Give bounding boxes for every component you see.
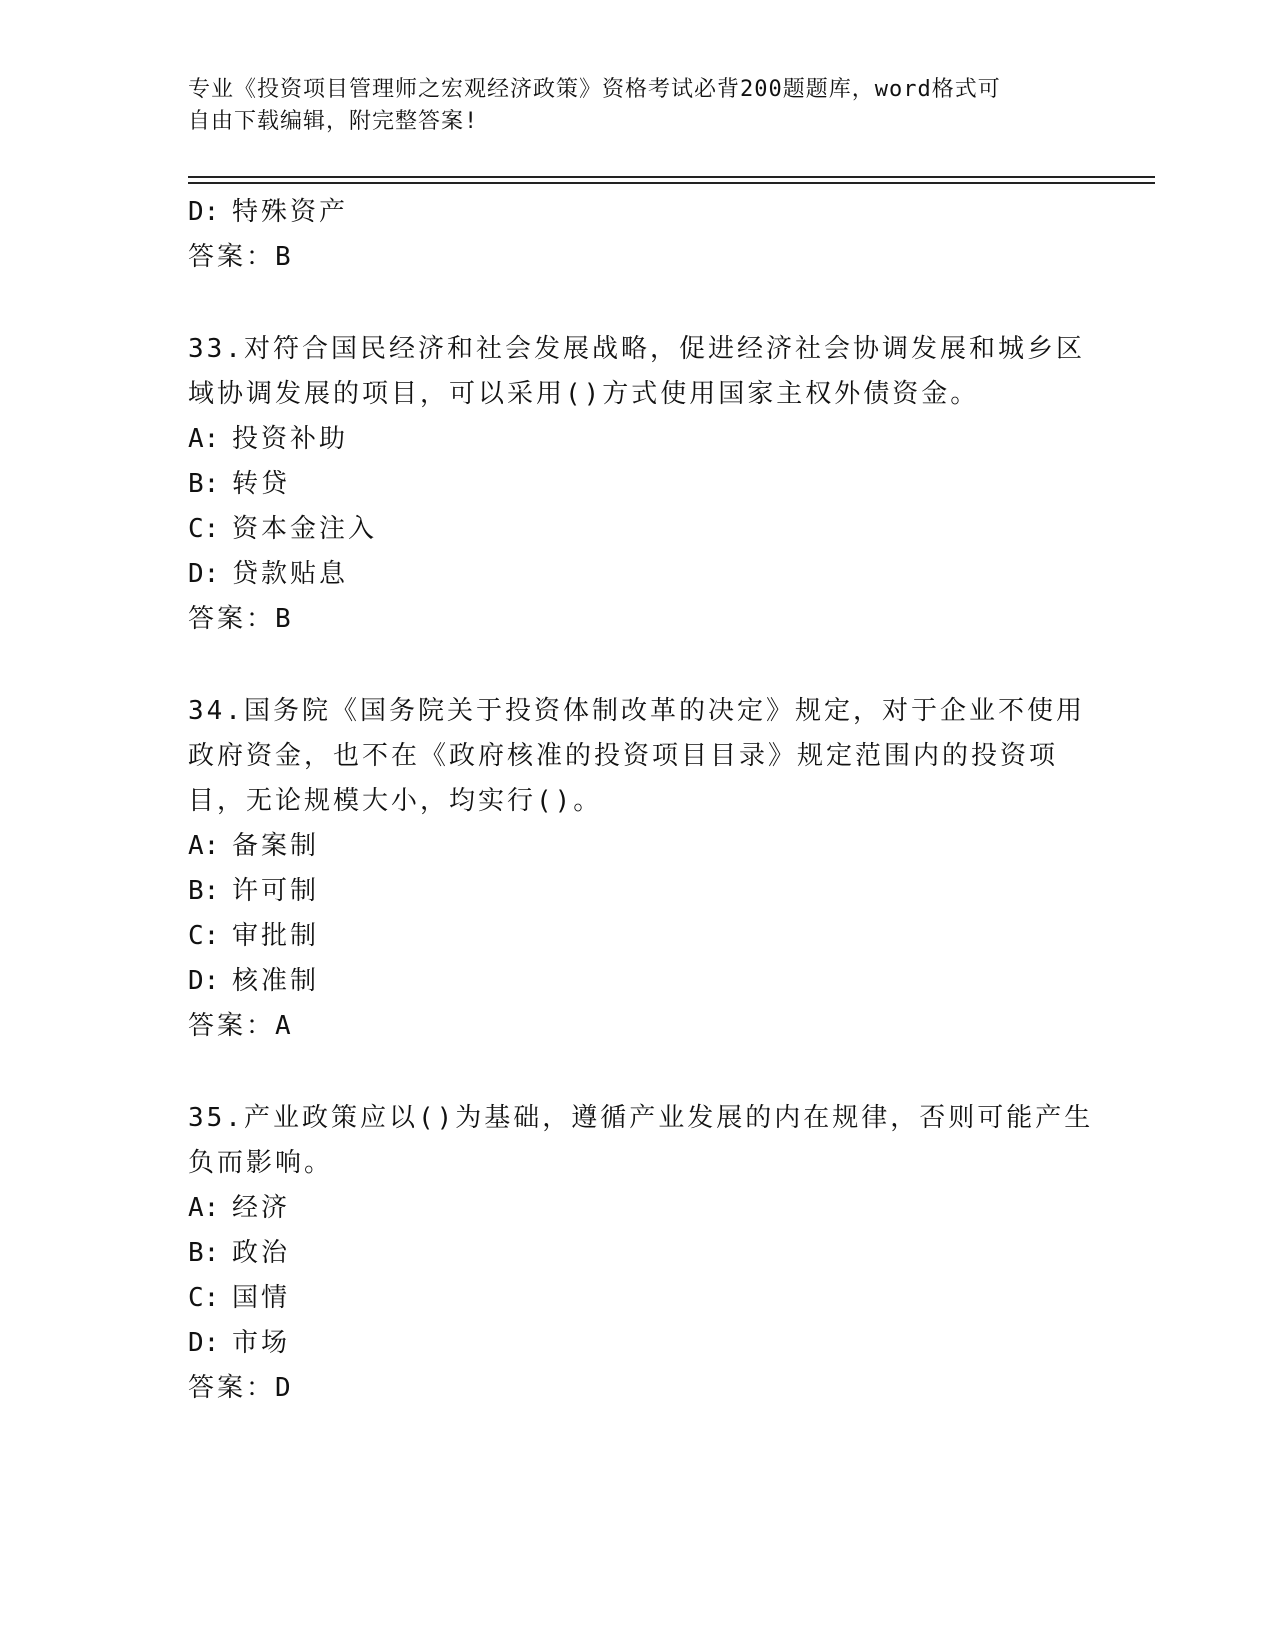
option-text: 政治 bbox=[232, 1238, 291, 1268]
option-letter: A: bbox=[188, 424, 220, 454]
answer-line bbox=[188, 235, 1088, 280]
answer-line bbox=[188, 1366, 1088, 1411]
option-text: 投资补助 bbox=[232, 424, 349, 454]
option-c bbox=[188, 914, 1088, 959]
option-d bbox=[188, 1321, 1088, 1366]
option-letter: D: bbox=[188, 559, 220, 589]
question-stem-line: 政府资金，也不在《政府核准的投资项目目录》规定范围内的投资项 bbox=[188, 741, 1059, 771]
answer-label: 答案： bbox=[188, 242, 276, 272]
option-letter: D: bbox=[188, 197, 220, 227]
question-stem-line: 负而影响。 bbox=[188, 1148, 334, 1178]
option-text: 许可制 bbox=[232, 876, 320, 906]
header-divider-bottom bbox=[188, 182, 1155, 184]
header-line-2: 自由下载编辑，附完整答案! bbox=[188, 109, 479, 134]
option-letter: C: bbox=[188, 921, 220, 951]
option-letter: B: bbox=[188, 1238, 220, 1268]
option-letter: A: bbox=[188, 1193, 220, 1223]
answer-line bbox=[188, 597, 1088, 642]
option-a bbox=[188, 824, 1088, 869]
answer-label: 答案： bbox=[188, 1011, 276, 1041]
option-text: 国情 bbox=[232, 1283, 291, 1313]
option-a bbox=[188, 417, 1088, 462]
option-text: 经济 bbox=[232, 1193, 291, 1223]
spacer bbox=[188, 642, 1088, 689]
option-letter: A: bbox=[188, 831, 220, 861]
option-d bbox=[188, 959, 1088, 1004]
option-text: 转贷 bbox=[232, 469, 291, 499]
option-text: 资本金注入 bbox=[232, 514, 378, 544]
option-text: 核准制 bbox=[232, 966, 320, 996]
header-divider-top bbox=[188, 176, 1155, 178]
option-text: 特殊资产 bbox=[232, 197, 349, 227]
answer-value: A bbox=[275, 1011, 294, 1041]
question-35 bbox=[188, 1096, 1094, 1411]
question-34 bbox=[188, 689, 1088, 1049]
option-text: 市场 bbox=[232, 1328, 291, 1358]
option-letter: C: bbox=[188, 1283, 220, 1313]
option-text: 贷款贴息 bbox=[232, 559, 349, 589]
answer-value: B bbox=[275, 604, 294, 634]
option-letter: B: bbox=[188, 876, 220, 906]
option-d bbox=[188, 552, 1088, 597]
option-c bbox=[188, 507, 1088, 552]
option-d bbox=[188, 190, 1088, 235]
option-text: 审批制 bbox=[232, 921, 320, 951]
question-stem-line: 35.产业政策应以()为基础，遵循产业发展的内在规律，否则可能产生 bbox=[188, 1103, 1094, 1133]
question-stem-line: 目，无论规模大小，均实行()。 bbox=[188, 786, 603, 816]
spacer bbox=[188, 280, 1088, 327]
document-header bbox=[188, 74, 1078, 138]
option-b bbox=[188, 1231, 1088, 1276]
question-stem-line: 域协调发展的项目，可以采用()方式使用国家主权外债资金。 bbox=[188, 379, 980, 409]
answer-line bbox=[188, 1004, 1088, 1049]
option-letter: B: bbox=[188, 469, 220, 499]
header-line-1: 专业《投资项目管理师之宏观经济政策》资格考试必背200题题库，word格式可 bbox=[188, 77, 1001, 102]
option-text: 备案制 bbox=[232, 831, 320, 861]
question-stem-line: 33.对符合国民经济和社会发展战略，促进经济社会协调发展和城乡区 bbox=[188, 334, 1085, 364]
answer-value: B bbox=[275, 242, 294, 272]
answer-label: 答案： bbox=[188, 1373, 276, 1403]
answer-value: D bbox=[275, 1373, 294, 1403]
option-a bbox=[188, 1186, 1088, 1231]
option-letter: D: bbox=[188, 966, 220, 996]
answer-label: 答案： bbox=[188, 604, 276, 634]
option-letter: D: bbox=[188, 1328, 220, 1358]
question-stem-line: 34.国务院《国务院关于投资体制改革的决定》规定，对于企业不使用 bbox=[188, 696, 1085, 726]
option-c bbox=[188, 1276, 1088, 1321]
option-letter: C: bbox=[188, 514, 220, 544]
question-33 bbox=[188, 327, 1088, 642]
spacer bbox=[188, 1049, 1088, 1096]
option-b bbox=[188, 462, 1088, 507]
question-content bbox=[188, 190, 1094, 1411]
option-b bbox=[188, 869, 1088, 914]
